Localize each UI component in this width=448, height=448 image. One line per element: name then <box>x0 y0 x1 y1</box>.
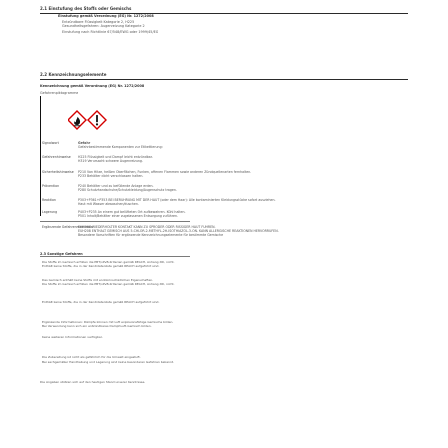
row-label: Signalwort <box>42 141 59 145</box>
classification-line: Einstufung nach Richtlinie 67/548/EWG oder 1999/45/EG <box>62 30 159 34</box>
supplementary-text: Besondere Vorschriften für ergänzende Kennzeichnungselemente für bestimmte Gemische <box>78 233 224 237</box>
row-text: P233 Behälter dicht verschlossen halten. <box>78 174 144 178</box>
row-label: Gefahrenhinweise <box>42 155 71 159</box>
hazard-paragraph: Die Zubereitung ist nicht als gefährlich für die Umwelt eingestuft. <box>42 355 141 359</box>
classification-line: Entzündbare Flüssigkeit Kategorie 2, H225 <box>62 20 135 24</box>
hazard-paragraph: Bei Verwendung kann sich ein entzündbares Dampf-Luft-Gemisch bilden. <box>42 324 152 328</box>
left-rule <box>40 96 41 216</box>
hazard-paragraph: Enthält keine Stoffe, die in der Kandidatenliste gemäß REACH aufgeführt sind. <box>42 264 160 268</box>
hazard-paragraph: Die Stoffe im Gemisch erfüllen die PBT/vPvB-Kriterien gemäß REACH, Anhang XIII, nicht. <box>42 282 175 286</box>
ghs-pictograms <box>68 110 108 130</box>
supplementary-label: Ergänzende Gefahrenmerkmale <box>42 225 93 229</box>
hazard-paragraph: Enthält keine Stoffe, die in der Kandidatenliste gemäß REACH aufgeführt sind. <box>42 300 160 304</box>
hazard-paragraph: Das Gemisch enthält keine Stoffe mit endokrinschädlichen Eigenschaften. <box>42 278 154 282</box>
hazard-paragraph: Bei sachgemäßer Handhabung und Lagerung sind keine besonderen Gefahren bekannt. <box>42 360 174 364</box>
divider <box>40 256 190 257</box>
row-text: P210 Von Hitze, heißen Oberflächen, Funken, offenen Flammen sowie anderen Zündquellenarten fernhalten. <box>78 170 252 174</box>
supplementary-text: EUH208 ENTHÄLT GEMISCH AUS 5-CHLOR-2-METHYL-2H-ISOTHIAZOL-3-ON. KANN ALLERGISCHE REAKTIONEN HERVORRUFEN. <box>78 229 279 233</box>
row-label: Prävention <box>42 184 60 188</box>
classification-line: Gesundheitsgefahren: Augenreizung Kategorie 2 <box>62 24 145 28</box>
pictogram-row <box>68 110 108 130</box>
row-text: Haut mit Wasser abwaschen/duschen. <box>78 202 139 206</box>
row-label: Reaktion <box>42 198 56 202</box>
row-text: Gefahr <box>78 141 91 145</box>
reg-line-2-2: Kennzeichnung gemäß Verordnung (EG) Nr. 1272/2008 <box>40 84 145 88</box>
section-2-3-title: 2.3 Sonstige Gefahren <box>40 252 83 256</box>
footer-line: Die Angaben stützen sich auf den heutigen Stand unserer Kenntnisse. <box>40 380 146 384</box>
row-text: P501 Inhalt/Behälter einer zugelassenen Entsorgung zuführen. <box>78 214 179 218</box>
row-label: Sicherheitshinweise <box>42 170 74 174</box>
row-text: P240 Behälter und zu befüllende Anlage erden. <box>78 184 154 188</box>
row-label: Lagerung <box>42 210 58 214</box>
row-text: P403+P235 An einem gut belüfteten Ort aufbewahren. Kühl halten. <box>78 210 186 214</box>
hazard-paragraph: Die Stoffe im Gemisch erfüllen die PBT/vPvB-Kriterien gemäß REACH, Anhang XIII, nicht. <box>42 260 175 264</box>
hazard-paragraph: Ergänzende Informationen: Dämpfe können mit Luft explosionsfähige Gemische bilden. <box>42 320 174 324</box>
row-text: H225 Flüssigkeit und Dampf leicht entzündbar. <box>78 155 153 159</box>
row-text: P303+P361+P353 BEI BERÜHRUNG MIT DER HAUT (oder dem Haar): Alle kontaminierten Kleidungsstücke sofort ausziehen. <box>78 198 276 202</box>
exclamation-icon <box>88 111 106 129</box>
row-text: Gefahrbestimmende Komponenten zur Etikettierung: <box>78 145 163 149</box>
row-text: H319 Verursacht schwere Augenreizung. <box>78 159 143 163</box>
divider <box>40 221 190 222</box>
section-2-1-title: 2.1 Einstufung des Stoffs oder Gemischs <box>40 6 408 14</box>
pictograms-label: Gefahrenpiktogramme <box>40 91 79 95</box>
supplementary-text: EUH066 WIEDERHOLTER KONTAKT KANN ZU SPRÖDER ODER RISSIGER HAUT FÜHREN. <box>78 225 216 229</box>
section-2-2-title: 2.2 Kennzeichnungselemente <box>40 72 408 80</box>
reg-line-2-1: Einstufung gemäß Verordnung (EG) Nr. 1272/2008 <box>58 14 154 18</box>
flame-icon <box>68 111 86 129</box>
row-text: P280 Schutzhandschuhe/Schutzkleidung/Augenschutz tragen. <box>78 188 177 192</box>
hazard-paragraph: Keine weiteren Informationen verfügbar. <box>42 335 103 339</box>
